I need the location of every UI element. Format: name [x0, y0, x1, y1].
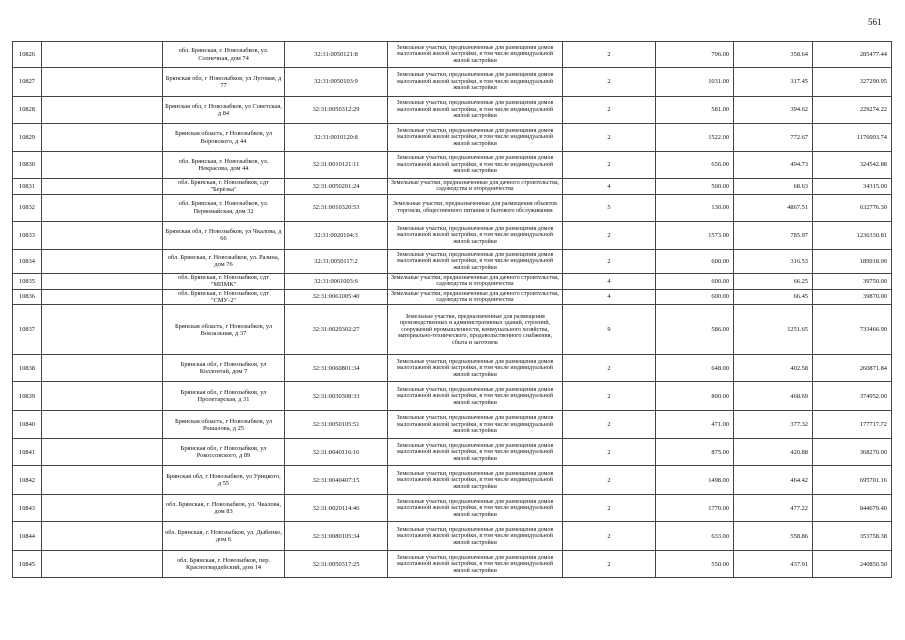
cadastral-number-cell: 32:31:0020104:3 — [285, 221, 388, 249]
row-spacer — [42, 68, 163, 97]
row-id: 10827 — [13, 68, 42, 97]
table-row — [13, 249, 892, 273]
table-row — [13, 495, 892, 522]
row-spacer — [42, 42, 163, 68]
table-row — [13, 305, 892, 355]
land-purpose-cell: Земельные участки, предназначенные для размещения домов малоэтажной жилой застройки, в том числе индивидуальной жилой застройки — [388, 551, 563, 578]
cadastral-number-cell: 32:31:0010320:53 — [285, 194, 388, 221]
area-cell: 875.00 — [656, 439, 734, 466]
purpose-group-cell: 2 — [563, 466, 656, 495]
purpose-group-cell: 2 — [563, 152, 656, 179]
table-row — [13, 382, 892, 411]
row-spacer — [42, 124, 163, 152]
land-purpose-cell: Земельные участки, предназначенные для размещения домов малоэтажной жилой застройки, в том числе индивидуальной жилой застройки — [388, 97, 563, 124]
specific-value-cell: 317.45 — [734, 68, 813, 97]
cadastral-value-cell: 39870.00 — [813, 289, 892, 305]
address-cell: обл. Брянская, г. Новозыбков, сдт "СМУ-2" — [163, 289, 285, 305]
purpose-group-cell: 2 — [563, 411, 656, 439]
row-id: 10830 — [13, 152, 42, 179]
address-cell: обл. Брянская, г. Новозыбков, ул. Дыбенко, дом 6 — [163, 522, 285, 551]
row-spacer — [42, 273, 163, 289]
purpose-group-cell: 2 — [563, 439, 656, 466]
row-id: 10835 — [13, 273, 42, 289]
area-cell: 550.00 — [656, 551, 734, 578]
table-row — [13, 273, 892, 289]
specific-value-cell: 494.73 — [734, 152, 813, 179]
cadastral-value-cell: 260871.84 — [813, 355, 892, 382]
row-spacer — [42, 355, 163, 382]
cadastral-value-cell: 353758.38 — [813, 522, 892, 551]
row-spacer — [42, 221, 163, 249]
cadastral-value-cell: 374952.00 — [813, 382, 892, 411]
row-spacer — [42, 305, 163, 355]
area-cell: 130.00 — [656, 194, 734, 221]
table-row — [13, 522, 892, 551]
cadastral-value-cell: 189918.00 — [813, 249, 892, 273]
cadastral-number-cell: 32:31:0010121:11 — [285, 152, 388, 179]
purpose-group-cell: 2 — [563, 221, 656, 249]
row-spacer — [42, 382, 163, 411]
specific-value-cell: 437.91 — [734, 551, 813, 578]
purpose-group-cell: 2 — [563, 495, 656, 522]
land-purpose-cell: Земельные участки, предназначенные для размещения объектов торговли, общественного питания и бытового обслуживания — [388, 194, 563, 221]
area-cell: 648.00 — [656, 355, 734, 382]
specific-value-cell: 316.53 — [734, 249, 813, 273]
address-cell: Брянская обл, г Новозыбков, ул Рокоссовского, д 89 — [163, 439, 285, 466]
area-cell: 1770.00 — [656, 495, 734, 522]
address-cell: Брянская область, г Новозыбков, ул Вокзальная, д 37 — [163, 305, 285, 355]
land-purpose-cell: Земельные участки, предназначенные для размещения домов малоэтажной жилой застройки, в том числе индивидуальной жилой застройки — [388, 42, 563, 68]
cadastral-number-cell: 32:31:0050317:25 — [285, 551, 388, 578]
table-row — [13, 355, 892, 382]
land-purpose-cell: Земельные участки, предназначенные для размещения домов малоэтажной жилой застройки, в том числе индивидуальной жилой застройки — [388, 249, 563, 273]
address-cell: обл. Брянская, г. Новозыбков, ул. Первомайская, дом 32 — [163, 194, 285, 221]
cadastral-number-cell: 32:31:0050103:9 — [285, 68, 388, 97]
land-purpose-cell: Земельные участки, предназначенные для размещения производственных и административных зданий, строений, сооружений промышленности, коммунального хозяйства, материально-технического, продовольственного снабжения, сбыта и заготовок — [388, 305, 563, 355]
row-id: 10834 — [13, 249, 42, 273]
cadastral-value-cell: 368270.00 — [813, 439, 892, 466]
land-purpose-cell: Земельные участки, предназначенные для дачного строительства, садоводства и огородничества — [388, 273, 563, 289]
specific-value-cell: 4867.51 — [734, 194, 813, 221]
cadastral-value-cell: 240850.50 — [813, 551, 892, 578]
specific-value-cell: 1251.65 — [734, 305, 813, 355]
cadastral-value-cell: 632776.30 — [813, 194, 892, 221]
specific-value-cell: 402.58 — [734, 355, 813, 382]
cadastral-value-cell: 1236330.81 — [813, 221, 892, 249]
address-cell: обл. Брянская, г. Новозыбков, ул. Чкалова, дом 83 — [163, 495, 285, 522]
cadastral-value-cell: 844679.40 — [813, 495, 892, 522]
area-cell: 1031.00 — [656, 68, 734, 97]
row-spacer — [42, 179, 163, 195]
table-row — [13, 42, 892, 68]
area-cell: 800.00 — [656, 382, 734, 411]
cadastral-value-cell: 39750.00 — [813, 273, 892, 289]
land-purpose-cell: Земельные участки, предназначенные для размещения домов малоэтажной жилой застройки, в том числе индивидуальной жилой застройки — [388, 382, 563, 411]
row-spacer — [42, 249, 163, 273]
address-cell: Брянская область, г Новозыбков, ул Рошалова, д 25 — [163, 411, 285, 439]
row-spacer — [42, 439, 163, 466]
land-purpose-cell: Земельные участки, предназначенные для размещения домов малоэтажной жилой застройки, в том числе индивидуальной жилой застройки — [388, 411, 563, 439]
cadastral-number-cell: 32:31:0061005:40 — [285, 289, 388, 305]
land-purpose-cell: Земельные участки, предназначенные для размещения домов малоэтажной жилой застройки, в том числе индивидуальной жилой застройки — [388, 152, 563, 179]
specific-value-cell: 68.63 — [734, 179, 813, 195]
purpose-group-cell: 2 — [563, 551, 656, 578]
specific-value-cell: 358.64 — [734, 42, 813, 68]
land-purpose-cell: Земельные участки, предназначенные для размещения домов малоэтажной жилой застройки, в том числе индивидуальной жилой застройки — [388, 221, 563, 249]
table-row — [13, 152, 892, 179]
row-id: 10828 — [13, 97, 42, 124]
area-cell: 633.00 — [656, 522, 734, 551]
purpose-group-cell: 4 — [563, 273, 656, 289]
land-purpose-cell: Земельные участки, предназначенные для размещения домов малоэтажной жилой застройки, в том числе индивидуальной жилой застройки — [388, 355, 563, 382]
purpose-group-cell: 2 — [563, 382, 656, 411]
row-spacer — [42, 522, 163, 551]
purpose-group-cell: 5 — [563, 194, 656, 221]
cadastral-value-table — [12, 41, 892, 578]
cadastral-number-cell: 32:31:0030308:33 — [285, 382, 388, 411]
land-purpose-cell: Земельные участки, предназначенные для размещения домов малоэтажной жилой застройки, в том числе индивидуальной жилой застройки — [388, 68, 563, 97]
purpose-group-cell: 4 — [563, 289, 656, 305]
purpose-group-cell: 9 — [563, 305, 656, 355]
cadastral-number-cell: 32:31:0050312:29 — [285, 97, 388, 124]
address-cell: Брянская обл, г Новозыбков, ул Урицкого, д 55 — [163, 466, 285, 495]
area-cell: 500.00 — [656, 179, 734, 195]
address-cell: Брянская обл, г Новозыбков, ул Советская, д 84 — [163, 97, 285, 124]
row-id: 10843 — [13, 495, 42, 522]
cadastral-number-cell: 32:31:0020114:46 — [285, 495, 388, 522]
specific-value-cell: 377.32 — [734, 411, 813, 439]
purpose-group-cell: 4 — [563, 179, 656, 195]
row-id: 10842 — [13, 466, 42, 495]
cadastral-number-cell: 32:31:0080105:34 — [285, 522, 388, 551]
area-cell: 1573.00 — [656, 221, 734, 249]
table-row — [13, 179, 892, 195]
cadastral-value-cell: 285477.44 — [813, 42, 892, 68]
cadastral-number-cell: 32:31:0060801:34 — [285, 355, 388, 382]
specific-value-cell: 558.86 — [734, 522, 813, 551]
address-cell: обл. Брянская, г. Новозыбков, ул. Солнечная, дом 74 — [163, 42, 285, 68]
table-row — [13, 289, 892, 305]
address-cell: обл. Брянская, г. Новозыбков, пер. Красногвардейский, дом 14 — [163, 551, 285, 578]
land-purpose-cell: Земельные участки, предназначенные для размещения домов малоэтажной жилой застройки, в том числе индивидуальной жилой застройки — [388, 124, 563, 152]
row-id: 10826 — [13, 42, 42, 68]
area-cell: 600.00 — [656, 289, 734, 305]
land-purpose-cell: Земельные участки, предназначенные для дачного строительства, садоводства и огородничества — [388, 289, 563, 305]
table-row — [13, 439, 892, 466]
row-id: 10838 — [13, 355, 42, 382]
row-id: 10832 — [13, 194, 42, 221]
cadastral-value-cell: 34315.00 — [813, 179, 892, 195]
cadastral-number-cell: 32:31:0061003:6 — [285, 273, 388, 289]
cadastral-number-cell: 32:31:0050117:2 — [285, 249, 388, 273]
purpose-group-cell: 2 — [563, 124, 656, 152]
purpose-group-cell: 2 — [563, 42, 656, 68]
row-spacer — [42, 411, 163, 439]
address-cell: Брянская область, г Новозыбков, ул Воровского, д 44 — [163, 124, 285, 152]
table-row — [13, 194, 892, 221]
table-row — [13, 551, 892, 578]
specific-value-cell: 464.42 — [734, 466, 813, 495]
row-id: 10837 — [13, 305, 42, 355]
land-purpose-cell: Земельные участки, предназначенные для дачного строительства, садоводства и огородничества — [388, 179, 563, 195]
purpose-group-cell: 2 — [563, 68, 656, 97]
row-spacer — [42, 152, 163, 179]
cadastral-number-cell: 32:31:0040407:15 — [285, 466, 388, 495]
land-purpose-cell: Земельные участки, предназначенные для размещения домов малоэтажной жилой застройки, в том числе индивидуальной жилой застройки — [388, 466, 563, 495]
row-spacer — [42, 289, 163, 305]
specific-value-cell: 785.97 — [734, 221, 813, 249]
cadastral-number-cell: 32:31:0050105:51 — [285, 411, 388, 439]
row-id: 10845 — [13, 551, 42, 578]
specific-value-cell: 468.69 — [734, 382, 813, 411]
area-cell: 581.00 — [656, 97, 734, 124]
cadastral-number-cell: 32:31:0010120:8 — [285, 124, 388, 152]
address-cell: обл. Брянская, г. Новозыбков, ул. Некрасова, дом 44 — [163, 152, 285, 179]
area-cell: 1498.00 — [656, 466, 734, 495]
address-cell: Брянская обл, г Новозыбков, ул Луговая, д 77 — [163, 68, 285, 97]
address-cell: обл. Брянская, г. Новозыбков, ул. Разина, дом 76 — [163, 249, 285, 273]
row-spacer — [42, 495, 163, 522]
cadastral-value-cell: 695701.16 — [813, 466, 892, 495]
specific-value-cell: 66.45 — [734, 289, 813, 305]
row-id: 10839 — [13, 382, 42, 411]
row-id: 10829 — [13, 124, 42, 152]
table-row — [13, 124, 892, 152]
cadastral-number-cell: 32:31:0050201:24 — [285, 179, 388, 195]
specific-value-cell: 394.62 — [734, 97, 813, 124]
purpose-group-cell: 2 — [563, 249, 656, 273]
cadastral-value-cell: 1176003.74 — [813, 124, 892, 152]
row-id: 10840 — [13, 411, 42, 439]
area-cell: 471.00 — [656, 411, 734, 439]
table-row — [13, 466, 892, 495]
cadastral-number-cell: 32:31:0040116:16 — [285, 439, 388, 466]
address-cell: обл. Брянская, г. Новозыбков, сдт "Берёзка" — [163, 179, 285, 195]
row-id: 10844 — [13, 522, 42, 551]
page-number: 561 — [868, 17, 882, 27]
row-id: 10841 — [13, 439, 42, 466]
purpose-group-cell: 2 — [563, 355, 656, 382]
land-purpose-cell: Земельные участки, предназначенные для размещения домов малоэтажной жилой застройки, в том числе индивидуальной жилой застройки — [388, 439, 563, 466]
address-cell: обл. Брянская, г. Новозыбков, сдт "МПМК" — [163, 273, 285, 289]
table-row — [13, 411, 892, 439]
address-cell: Брянская обл, г Новозыбков, ул Коллонтай, дом 7 — [163, 355, 285, 382]
address-cell: Брянская обл, г Новозыбков, ул Чкалова, д 66 — [163, 221, 285, 249]
area-cell: 1522.00 — [656, 124, 734, 152]
row-spacer — [42, 194, 163, 221]
address-cell: Брянская обл, г Новозыбков, ул Пролетарская, д 31 — [163, 382, 285, 411]
land-purpose-cell: Земельные участки, предназначенные для размещения домов малоэтажной жилой застройки, в том числе индивидуальной жилой застройки — [388, 522, 563, 551]
specific-value-cell: 66.25 — [734, 273, 813, 289]
cadastral-value-cell: 229274.22 — [813, 97, 892, 124]
purpose-group-cell: 2 — [563, 97, 656, 124]
area-cell: 586.00 — [656, 305, 734, 355]
area-cell: 600.00 — [656, 273, 734, 289]
cadastral-number-cell: 32:31:0020302:27 — [285, 305, 388, 355]
area-cell: 656.00 — [656, 152, 734, 179]
table-row — [13, 221, 892, 249]
specific-value-cell: 477.22 — [734, 495, 813, 522]
row-spacer — [42, 466, 163, 495]
specific-value-cell: 772.67 — [734, 124, 813, 152]
row-id: 10833 — [13, 221, 42, 249]
row-id: 10831 — [13, 179, 42, 195]
cadastral-value-cell: 177717.72 — [813, 411, 892, 439]
row-spacer — [42, 551, 163, 578]
specific-value-cell: 420.88 — [734, 439, 813, 466]
land-purpose-cell: Земельные участки, предназначенные для размещения домов малоэтажной жилой застройки, в том числе индивидуальной жилой застройки — [388, 495, 563, 522]
row-spacer — [42, 97, 163, 124]
table-row — [13, 97, 892, 124]
cadastral-value-cell: 324542.88 — [813, 152, 892, 179]
purpose-group-cell: 2 — [563, 522, 656, 551]
row-id: 10836 — [13, 289, 42, 305]
area-cell: 600.00 — [656, 249, 734, 273]
cadastral-number-cell: 32:31:0050121:8 — [285, 42, 388, 68]
area-cell: 796.00 — [656, 42, 734, 68]
cadastral-value-cell: 733466.90 — [813, 305, 892, 355]
table-row — [13, 68, 892, 97]
cadastral-value-cell: 327290.95 — [813, 68, 892, 97]
